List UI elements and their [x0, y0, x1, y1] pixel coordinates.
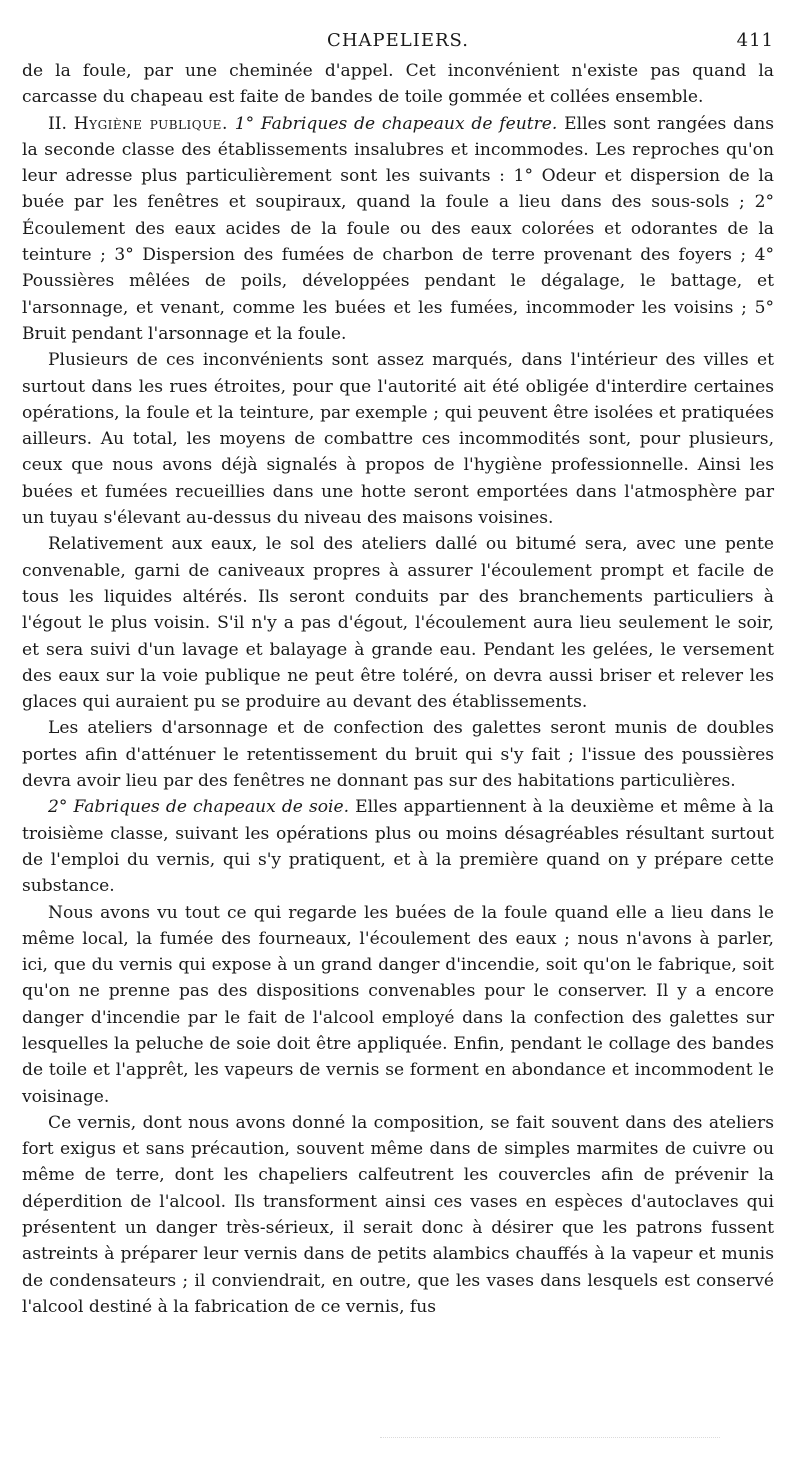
book-page: [22, 30, 774, 1320]
paragraph-text: Nous avons vu tout ce qui regarde les buées de la foule quand elle a lieu dans le même local, la fumée des fourneaux, l'écoulement des eaux ; nous n'avons à parler, ici, que du vernis qui expose à un grand danger d'incendie, soit qu'on le fabrique, soit qu'on ne prenne pas des dispositions convenables pour le conserver. Il y a encore danger d'incendie par le fait de l'alcool employé dans la confection des galettes sur lesquelles la peluche de soie doit être appliquée. Enfin, pendant le collage des bandes de toile et l'apprêt, les vapeurs de vernis se forment en abondance et incommodent le voisinage.: [22, 902, 774, 1107]
page-edge-specks: [380, 1437, 720, 1442]
section-number: II.: [48, 113, 74, 134]
paragraph: [22, 531, 774, 715]
paragraph: [22, 1110, 774, 1320]
paragraph-text: Les ateliers d'arsonnage et de confection des galettes seront munis de doubles portes afin d'atténuer le retentissement du bruit qui s'y fait ; l'issue des poussières devra avoir lieu par des fenêtres ne donnant pas sur des habitations particulières.: [22, 718, 774, 792]
paragraph-text: de la foule, par une cheminée d'appel. Cet inconvénient n'existe pas quand la carcasse du chapeau est faite de bandes de toile gommée et collées ensemble.: [22, 61, 774, 108]
paragraph: [22, 900, 774, 1110]
paragraph-text: Elles sont rangées dans la seconde classe des établissements insalubres et incommodes. Les reproches qu'on leur adresse plus particulièrement sont les suivants : 1° Odeur et dispersion de la buée par les fenêtres et soupiraux, quand la foule a lieu dans des sous-sols ; 2° Écoulement des eaux acides de la foule ou des eaux colorées et odorantes de la teinture ; 3° Dispersion des fumées de charbon de terre provenant des foyers ; 4° Poussières mêlées de poils, développées pendant le dégalage, le battage, et l'arsonnage, et venant, comme les buées et les fumées, incommoder les voisins ; 5° Bruit pendant l'arsonnage et la foule.: [22, 113, 775, 344]
running-title: CHAPELIERS.: [327, 30, 469, 51]
paragraph: [22, 347, 774, 531]
body-text: [22, 58, 774, 1320]
paragraph: [22, 58, 774, 111]
running-head: [22, 30, 774, 58]
section-label: Hygiène publique.: [73, 113, 228, 134]
paragraph: [22, 111, 774, 348]
page-number: 411: [736, 30, 774, 51]
paragraph-text: Plusieurs de ces inconvénients sont assez marqués, dans l'intérieur des villes et surtout dans les rues étroites, pour que l'autorité ait été obligée d'interdire certaines opérations, la foule et la teinture, par exemple ; qui peuvent être isolées et pratiquées ailleurs. Au total, les moyens de combattre ces incommodités sont, pour plusieurs, ceux que nous avons déjà signalés à propos de l'hygiène professionnelle. Ainsi les buées et fumées recueillies dans une hotte seront emportées dans l'atmosphère par un tuyau s'élevant au-dessus du niveau des maisons voisines.: [22, 350, 774, 529]
paragraph: [22, 794, 774, 899]
subsection-heading: 2° Fabriques de chapeaux de soie.: [48, 797, 350, 818]
subsection-heading: 1° Fabriques de chapeaux de feutre.: [234, 113, 558, 134]
paragraph-text: Elles appartiennent à la deuxième et même à la troisième classe, suivant les opérations plus ou moins désagréables résultant surtout de l'emploi du vernis, qui s'y pratiquent, et à la première quand on y prépare cette substance.: [22, 797, 774, 897]
paragraph: [22, 715, 774, 794]
paragraph-text: Relativement aux eaux, le sol des ateliers dallé ou bitumé sera, avec une pente convenable, garni de caniveaux propres à assurer l'écoulement prompt et facile de tous les liquides altérés. Ils seront conduits par des branchements particuliers à l'égout le plus voisin. S'il n'y a pas d'égout, l'écoulement aura lieu seulement le soir, et sera suivi d'un lavage et balayage à grande eau. Pendant les gelées, le versement des eaux sur la voie publique ne peut être toléré, on devra aussi briser et relever les glaces qui auraient pu se produire au devant des établissements.: [22, 534, 774, 713]
paragraph-text: Ce vernis, dont nous avons donné la composition, se fait souvent dans des ateliers fort exigus et sans précaution, souvent même dans de simples marmites de cuivre ou même de terre, dont les chapeliers calfeutrent les couvercles afin de prévenir la déperdition de l'alcool. Ils transforment ainsi ces vases en espèces d'autoclaves qui présentent un danger très-sérieux, il serait donc à désirer que les patrons fussent astreints à préparer leur vernis dans de petits alambics chauffés à la vapeur et munis de condensateurs ; il conviendrait, en outre, que les vases dans lesquels est conservé l'alcool destiné à la fabrication de ce vernis, fus: [22, 1112, 774, 1317]
